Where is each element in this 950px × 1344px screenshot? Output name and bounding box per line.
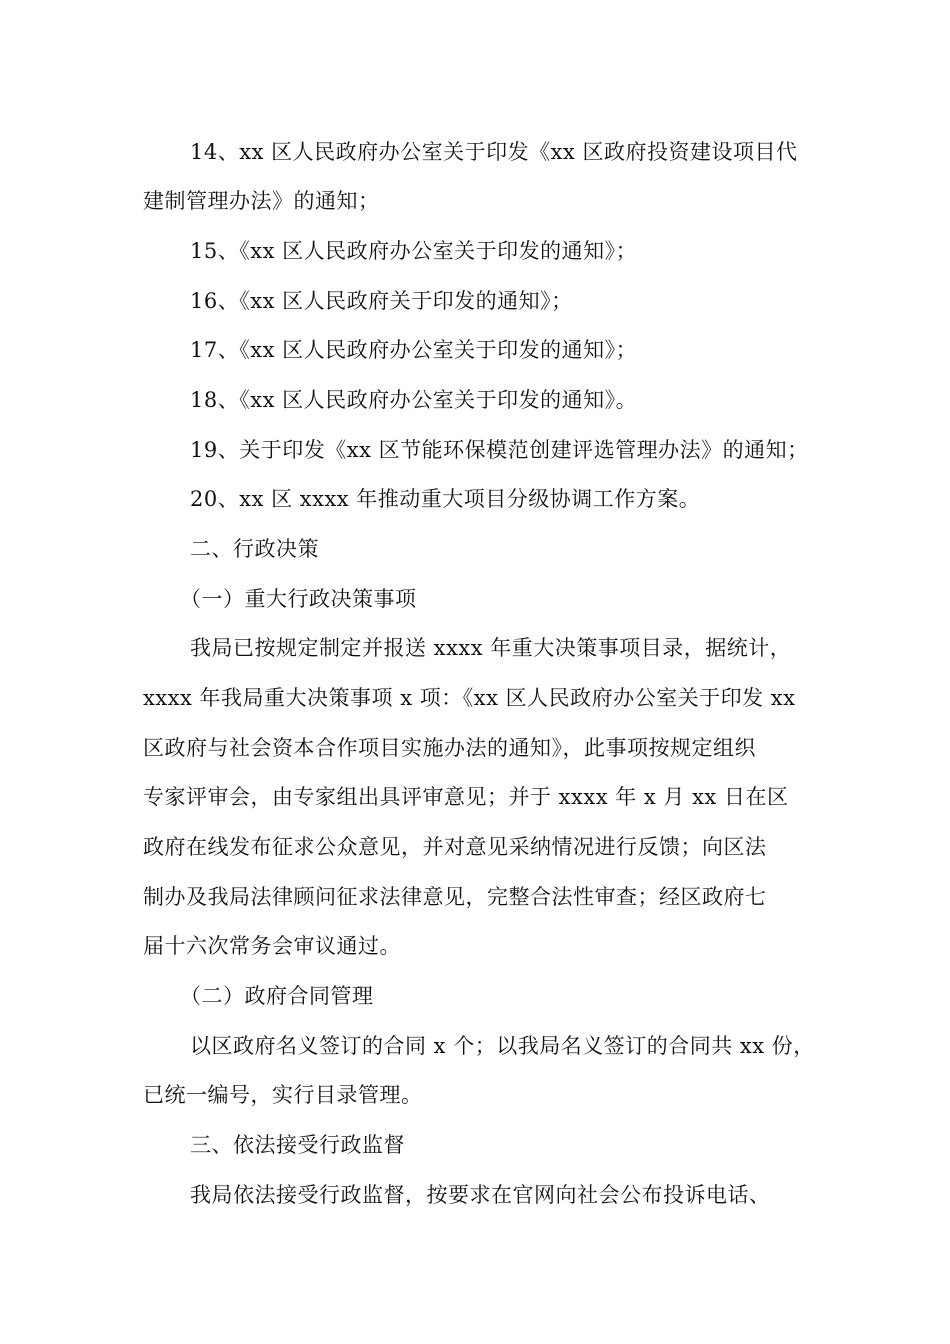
list-item-17: 17、《xx 区人民政府办公室关于印发的通知》； xyxy=(190,338,638,362)
paragraph-line: 区政府与社会资本合作项目实施办法的通知》，此事项按规定组织 xyxy=(143,736,756,760)
subsection-heading-2: （二）政府合同管理 xyxy=(180,984,374,1008)
paragraph-line: 已统一编号，实行目录管理。 xyxy=(143,1083,423,1107)
list-item-14: 14、xx 区人民政府办公室关于印发《xx 区政府投资建设项目代 xyxy=(190,140,798,164)
paragraph-line: 政府在线发布征求公众意见，并对意见采纳情况进行反馈；向区法 xyxy=(143,835,767,859)
list-item-15: 15、《xx 区人民政府办公室关于印发的通知》； xyxy=(190,239,638,263)
section-heading-3: 三、依法接受行政监督 xyxy=(190,1133,405,1157)
list-item-16: 16、《xx 区人民政府关于印发的通知》； xyxy=(190,289,573,313)
paragraph-line: 制办及我局法律顾问征求法律意见，完整合法性审查；经区政府七 xyxy=(143,885,767,909)
list-item-18: 18、《xx 区人民政府办公室关于印发的通知》。 xyxy=(190,388,638,412)
list-item-19: 19、关于印发《xx 区节能环保模范创建评选管理办法》的通知； xyxy=(190,438,809,462)
paragraph-line: 届十六次常务会审议通过。 xyxy=(143,934,401,958)
paragraph-line: 专家评审会，由专家组出具评审意见；并于 xxxx 年 x 月 xx 日在区 xyxy=(143,785,789,809)
paragraph-line: xxxx 年我局重大决策事项 x 项：《xx 区人民政府办公室关于印发 xx xyxy=(143,686,796,710)
list-item-14-continued: 建制管理办法》的通知； xyxy=(143,189,380,213)
section-heading-2: 二、行政决策 xyxy=(190,537,319,561)
paragraph-line: 我局依法接受行政监督，按要求在官网向社会公布投诉电话、 xyxy=(190,1183,771,1207)
subsection-heading-1: （一）重大行政决策事项 xyxy=(180,587,417,611)
list-item-20: 20、xx 区 xxxx 年推动重大项目分级协调工作方案。 xyxy=(190,487,701,511)
paragraph-line: 我局已按规定制定并报送 xxxx 年重大决策事项目录，据统计， xyxy=(190,636,792,660)
paragraph-line: 以区政府名义签订的合同 x 个；以我局名义签订的合同共 xx 份， xyxy=(190,1034,815,1058)
